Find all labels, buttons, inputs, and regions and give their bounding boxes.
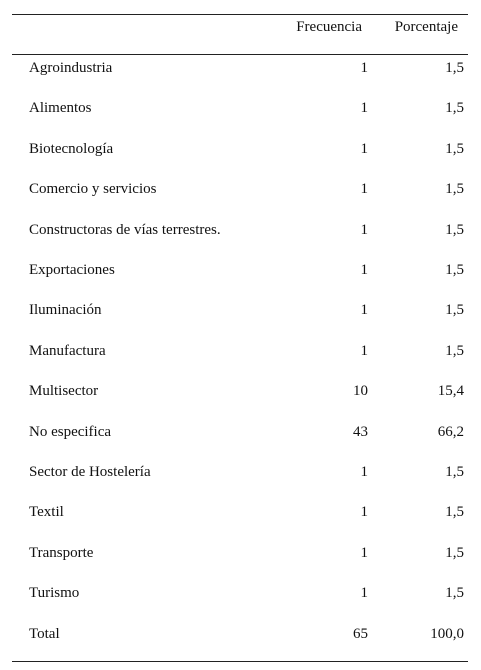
row-frecuencia: 1 (360, 585, 368, 602)
row-label: Sector de Hostelería (29, 464, 151, 480)
row-frecuencia: 1 (360, 262, 368, 278)
table-row (12, 135, 468, 175)
row-label: Alimentos (29, 100, 92, 117)
header-frecuencia: Frecuencia (296, 19, 362, 35)
row-label: Comercio y servicios (29, 181, 157, 198)
row-label: Iluminación (29, 302, 102, 319)
row-label: No especifica (29, 423, 112, 440)
row-porcentaje: 100,0 (430, 625, 464, 642)
row-frecuencia: 43 (353, 423, 368, 440)
row-label: Biotecnología (29, 140, 114, 157)
table-row (12, 296, 468, 336)
row-frecuencia: 10 (353, 383, 368, 400)
row-frecuencia: 1 (360, 140, 368, 157)
table-row (12, 377, 468, 417)
table-row (12, 54, 468, 94)
row-porcentaje: 1,5 (445, 60, 464, 76)
row-porcentaje: 1,5 (445, 585, 464, 602)
table-row (12, 579, 468, 619)
row-porcentaje: 1,5 (445, 302, 464, 319)
row-frecuencia: 1 (360, 60, 368, 76)
row-frecuencia: 65 (353, 625, 368, 642)
row-label: Manufactura (29, 342, 106, 359)
row-label: Constructoras de vías terrestres. (29, 221, 221, 238)
row-label: Textil (29, 504, 64, 521)
row-porcentaje: 1,5 (445, 464, 464, 480)
table-row (12, 256, 468, 296)
row-porcentaje: 1,5 (445, 342, 464, 359)
table-row (12, 458, 468, 498)
row-frecuencia: 1 (360, 464, 368, 480)
table-header (12, 14, 468, 54)
row-label: Agroindustria (29, 60, 113, 76)
table-row (12, 337, 468, 377)
table-row (12, 620, 468, 660)
row-frecuencia: 1 (360, 544, 368, 561)
row-label: Turismo (29, 585, 80, 602)
row-porcentaje: 1,5 (445, 181, 464, 198)
row-porcentaje: 1,5 (445, 100, 464, 117)
row-frecuencia: 1 (360, 100, 368, 117)
row-frecuencia: 1 (360, 342, 368, 359)
row-porcentaje: 66,2 (437, 423, 464, 440)
table-row (12, 94, 468, 134)
row-label: Multisector (29, 383, 99, 400)
row-frecuencia: 1 (360, 221, 368, 238)
row-porcentaje: 1,5 (445, 544, 464, 561)
row-label: Transporte (29, 544, 94, 561)
table-row (12, 175, 468, 215)
table-row (12, 418, 468, 458)
header-porcentaje: Porcentaje (394, 19, 458, 35)
row-porcentaje: 1,5 (445, 140, 464, 157)
row-label: Exportaciones (29, 262, 115, 278)
row-porcentaje: 1,5 (445, 262, 464, 278)
table-bottom-rule (12, 661, 468, 662)
row-frecuencia: 1 (360, 302, 368, 319)
row-porcentaje: 1,5 (445, 504, 464, 521)
row-porcentaje: 1,5 (445, 221, 464, 238)
row-label: Total (29, 625, 60, 642)
row-frecuencia: 1 (360, 181, 368, 198)
row-porcentaje: 15,4 (437, 383, 464, 400)
table-row (12, 216, 468, 256)
row-frecuencia: 1 (360, 504, 368, 521)
table-row (12, 539, 468, 579)
table-row (12, 498, 468, 538)
